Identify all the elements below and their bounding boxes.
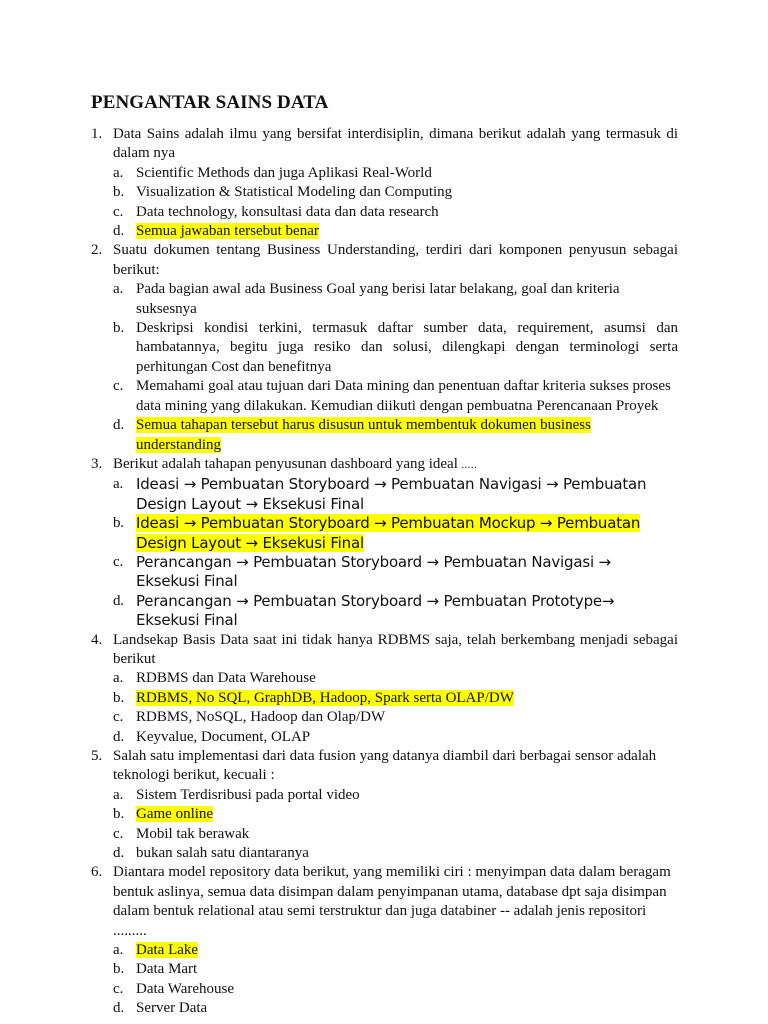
question-text: Salah satu implementasi dari data fusion yang datanya diambil dari berbagai sensor adalah teknologi berikut, kecuali :	[113, 748, 657, 784]
highlighted-answer: Semua jawaban tersebut benar	[136, 223, 319, 240]
option-text: Pada bagian awal ada Business Goal yang berisi latar belakang, goal dan kriteria suksesnya	[136, 281, 620, 317]
option-c	[0, 980, 768, 999]
option-a	[0, 164, 768, 183]
option-text: bukan salah satu diantaranya	[136, 845, 309, 862]
highlighted-answer: Game online	[136, 806, 214, 823]
option-d	[0, 728, 768, 747]
question-number: 6.	[91, 864, 103, 881]
option-d	[0, 844, 768, 863]
option-letter: a.	[113, 942, 124, 959]
option-c	[0, 377, 768, 416]
option-d	[0, 999, 768, 1018]
question-text-wrap	[113, 455, 678, 475]
option-b	[0, 805, 768, 824]
highlighted-answer: RDBMS, No SQL, GraphDB, Hadoop, Spark serta OLAP/DW	[136, 689, 514, 706]
question-text: Data Sains adalah ilmu yang bersifat interdisiplin, dimana berikut adalah yang termasuk di dalam nya	[113, 126, 678, 162]
option-a	[0, 786, 768, 805]
option-text: Deskripsi kondisi terkini, termasuk daftar sumber data, requirement, asumsi dan hambatannya, begitu juga resiko dan solusi, dilengkapi dengan terminologi serta perhitungan Cost dan benefitnya	[136, 320, 678, 375]
question-text: Landsekap Basis Data saat ini tidak hanya RDBMS saja, telah berkembang menjadi sebagai berikut	[113, 631, 678, 667]
question-6	[0, 863, 768, 1018]
question-2	[0, 241, 768, 454]
question-5	[0, 747, 768, 863]
option-text: RDBMS dan Data Warehouse	[136, 670, 316, 687]
question-text: Suatu dokumen tentang Business Understanding, terdiri dari komponen penyusun sebagai berikut:	[113, 242, 678, 278]
option-text-wrap	[136, 689, 678, 708]
highlighted-answer: Data Lake	[136, 942, 199, 959]
option-text: Ideasi → Pembuatan Storyboard → Pembuatan Navigasi → Pembuatan Design Layout → Eksekusi Final	[136, 475, 647, 513]
option-letter: c.	[113, 709, 124, 726]
option-letter: d.	[113, 417, 125, 434]
option-text: Mobil tak berawak	[136, 825, 250, 842]
option-a	[0, 280, 768, 319]
question-number: 5.	[91, 748, 103, 764]
option-a	[0, 941, 768, 960]
option-text-wrap	[136, 514, 678, 553]
option-c	[0, 708, 768, 727]
option-a	[0, 475, 768, 514]
option-letter: c.	[113, 378, 124, 395]
highlighted-answer: Ideasi → Pembuatan Storyboard → Pembuatan Mockup → Pembuatan Design Layout → Eksekusi Final	[136, 514, 641, 552]
question-list	[0, 125, 768, 1019]
option-letter: b.	[113, 515, 124, 532]
option-text-wrap	[136, 416, 678, 455]
option-d	[0, 592, 768, 631]
option-c	[0, 203, 768, 222]
option-text-wrap	[136, 222, 678, 241]
option-text: Perancangan → Pembuatan Storyboard → Pembuatan Navigasi → Eksekusi Final	[136, 552, 611, 591]
option-text-wrap	[136, 941, 678, 960]
option-text-wrap	[136, 805, 678, 824]
option-letter: d.	[113, 1000, 125, 1017]
option-d	[0, 222, 768, 241]
option-text: Memahami goal atau tujuan dari Data mining dan penentuan daftar kriteria sukses proses data mining yang dilakukan. Kemudian diikuti dengan pembuatna Perencanaan Proyek	[136, 378, 671, 414]
option-letter: b.	[113, 184, 125, 201]
question-number: 2.	[91, 242, 103, 259]
option-b	[0, 319, 768, 377]
option-letter: c.	[113, 825, 124, 842]
option-text: RDBMS, NoSQL, Hadoop dan Olap/DW	[136, 709, 386, 726]
option-a	[0, 669, 768, 688]
option-text: Sistem Terdisribusi pada portal video	[136, 786, 360, 803]
option-list	[0, 280, 768, 455]
option-letter: d.	[113, 223, 125, 240]
option-letter: a.	[113, 164, 124, 181]
question-text: Diantara model repository data berikut, yang memiliki ciri : menyimpan data dalam beragam bentuk aslinya, semua data disimpan dalam penyimpanan utama, database dpt saja disimpan dalam bentuk relational atau semi terstruktur dan juga databiner -- adalah jenis repositori .........	[113, 864, 671, 939]
option-text: Data technology, konsultasi data dan data research	[136, 203, 439, 220]
highlighted-answer: Semua tahapan tersebut harus disusun untuk membentuk dokumen business understanding	[136, 417, 591, 453]
option-c	[0, 825, 768, 844]
question-number: 3.	[91, 455, 103, 472]
document-title: PENGANTAR SAINS DATA	[91, 92, 329, 113]
option-letter: a.	[113, 281, 124, 298]
option-text: Server Data	[136, 1000, 208, 1017]
option-letter: d.	[113, 592, 124, 609]
option-text: Visualization & Statistical Modeling dan Computing	[136, 184, 453, 201]
question-ellipsis: .....	[457, 459, 477, 471]
option-list	[0, 941, 768, 1019]
option-text: Data Mart	[136, 961, 198, 978]
option-letter: a.	[113, 476, 124, 493]
option-text: Scientific Methods dan juga Aplikasi Real-World	[136, 164, 432, 181]
option-b	[0, 689, 768, 708]
option-list	[0, 669, 768, 747]
option-text: Keyvalue, Document, OLAP	[136, 728, 311, 745]
option-letter: b.	[113, 961, 125, 978]
option-letter: a.	[113, 786, 124, 803]
option-text: Perancangan → Pembuatan Storyboard → Pembuatan Prototype→ Eksekusi Final	[136, 591, 615, 630]
option-list	[0, 786, 768, 864]
option-b	[0, 183, 768, 202]
option-list	[0, 475, 768, 630]
option-letter: d.	[113, 845, 125, 862]
option-list	[0, 164, 768, 242]
option-letter: b.	[113, 320, 125, 337]
option-b	[0, 514, 768, 553]
option-letter: b.	[113, 689, 125, 706]
question-3	[0, 455, 768, 631]
question-text: Berikut adalah tahapan penyusunan dashboard yang ideal	[113, 455, 458, 472]
option-d	[0, 416, 768, 455]
option-b	[0, 960, 768, 979]
option-letter: d.	[113, 728, 125, 745]
question-1	[0, 125, 768, 241]
option-letter: a.	[113, 670, 124, 687]
option-letter: c.	[113, 203, 124, 220]
option-letter: c.	[113, 980, 124, 997]
question-number: 4.	[91, 631, 103, 648]
question-4	[0, 631, 768, 747]
question-number: 1.	[91, 126, 103, 142]
option-letter: b.	[113, 806, 125, 823]
option-c	[0, 553, 768, 592]
option-text: Data Warehouse	[136, 980, 235, 997]
option-letter: c.	[113, 553, 124, 570]
